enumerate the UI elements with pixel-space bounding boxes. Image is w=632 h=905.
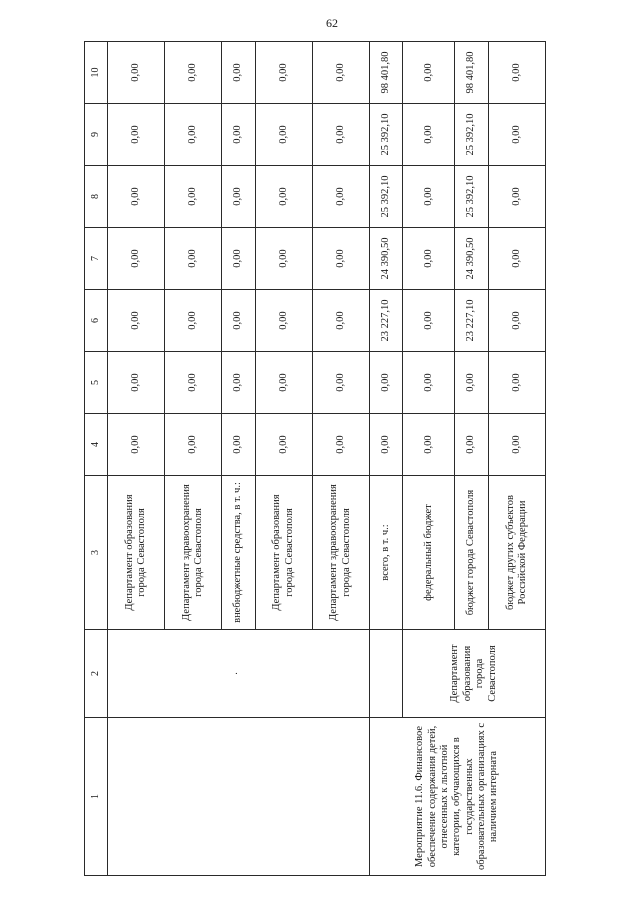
value-cell: 0,00 bbox=[222, 414, 255, 476]
header-row bbox=[85, 42, 108, 876]
value-cell: 25 392,10 bbox=[455, 104, 488, 166]
source-cell: Департамент образования города Севастополя bbox=[108, 476, 165, 630]
value-cell: 0,00 bbox=[165, 414, 222, 476]
value-cell: 0,00 bbox=[369, 414, 402, 476]
value-cell: 0,00 bbox=[312, 290, 369, 352]
value-cell: 0,00 bbox=[108, 228, 165, 290]
source-cell: бюджет других субъектов Российской Федерации bbox=[488, 476, 545, 630]
value-cell: 0,00 bbox=[165, 352, 222, 414]
value-cell: 0,00 bbox=[455, 352, 488, 414]
value-cell: 0,00 bbox=[108, 42, 165, 104]
value-cell: 0,00 bbox=[403, 42, 455, 104]
value-cell: 25 392,10 bbox=[369, 166, 402, 228]
value-cell: 0,00 bbox=[312, 42, 369, 104]
value-cell: 0,00 bbox=[403, 290, 455, 352]
value-cell: 0,00 bbox=[255, 290, 312, 352]
value-cell: 0,00 bbox=[222, 290, 255, 352]
rotated-table-frame bbox=[84, 42, 546, 876]
value-cell: 23 227,10 bbox=[369, 290, 402, 352]
value-cell: 0,00 bbox=[108, 290, 165, 352]
page-number: 62 bbox=[326, 16, 338, 30]
table-row bbox=[369, 42, 402, 876]
value-cell: 0,00 bbox=[403, 166, 455, 228]
empty-cell bbox=[108, 718, 370, 876]
empty-cell: · bbox=[108, 630, 370, 718]
value-cell: 0,00 bbox=[165, 228, 222, 290]
column-header: 5 bbox=[85, 352, 108, 414]
value-cell: 0,00 bbox=[488, 166, 545, 228]
value-cell: 0,00 bbox=[255, 104, 312, 166]
value-cell: 23 227,10 bbox=[455, 290, 488, 352]
source-cell: Департамент здравоохранения города Севастополя bbox=[165, 476, 222, 630]
value-cell: 25 392,10 bbox=[455, 166, 488, 228]
value-cell: 0,00 bbox=[108, 104, 165, 166]
source-cell: Департамент здравоохранения города Севастополя bbox=[312, 476, 369, 630]
table-container bbox=[84, 42, 546, 876]
value-cell: 0,00 bbox=[165, 290, 222, 352]
source-cell: всего, в т. ч.: bbox=[369, 476, 402, 630]
source-cell: федеральный бюджет bbox=[403, 476, 455, 630]
value-cell: 0,00 bbox=[488, 104, 545, 166]
value-cell: 0,00 bbox=[222, 166, 255, 228]
source-cell: внебюджетные средства, в т. ч.: bbox=[222, 476, 255, 630]
column-header: 1 bbox=[85, 718, 108, 876]
value-cell: 0,00 bbox=[108, 166, 165, 228]
column-header: 2 bbox=[85, 630, 108, 718]
value-cell: 0,00 bbox=[255, 166, 312, 228]
value-cell: 98 401,80 bbox=[455, 42, 488, 104]
value-cell: 0,00 bbox=[222, 42, 255, 104]
value-cell: 0,00 bbox=[403, 352, 455, 414]
value-cell: 0,00 bbox=[255, 352, 312, 414]
column-header: 4 bbox=[85, 414, 108, 476]
value-cell: 0,00 bbox=[222, 104, 255, 166]
value-cell: 0,00 bbox=[312, 352, 369, 414]
spacer-cell bbox=[369, 630, 402, 718]
value-cell: 0,00 bbox=[312, 104, 369, 166]
source-cell: бюджет города Севастополя bbox=[455, 476, 488, 630]
value-cell: 0,00 bbox=[165, 166, 222, 228]
value-cell: 25 392,10 bbox=[369, 104, 402, 166]
value-cell: 0,00 bbox=[222, 352, 255, 414]
table-row bbox=[108, 42, 165, 876]
column-header: 8 bbox=[85, 166, 108, 228]
value-cell: 0,00 bbox=[455, 414, 488, 476]
executor-cell: Департамент образования города Севастополя bbox=[403, 630, 546, 718]
value-cell: 0,00 bbox=[403, 228, 455, 290]
column-header: 10 bbox=[85, 42, 108, 104]
value-cell: 0,00 bbox=[312, 166, 369, 228]
value-cell: 98 401,80 bbox=[369, 42, 402, 104]
value-cell: 0,00 bbox=[312, 414, 369, 476]
value-cell: 0,00 bbox=[222, 228, 255, 290]
value-cell: 0,00 bbox=[403, 414, 455, 476]
value-cell: 24 390,50 bbox=[369, 228, 402, 290]
value-cell: 0,00 bbox=[488, 414, 545, 476]
value-cell: 0,00 bbox=[403, 104, 455, 166]
value-cell: 24 390,50 bbox=[455, 228, 488, 290]
value-cell: 0,00 bbox=[255, 228, 312, 290]
value-cell: 0,00 bbox=[488, 42, 545, 104]
value-cell: 0,00 bbox=[255, 42, 312, 104]
source-cell: Департамент образования города Севастополя bbox=[255, 476, 312, 630]
value-cell: 0,00 bbox=[488, 228, 545, 290]
value-cell: 0,00 bbox=[255, 414, 312, 476]
column-header: 7 bbox=[85, 228, 108, 290]
funding-table bbox=[84, 41, 546, 876]
value-cell: 0,00 bbox=[108, 414, 165, 476]
value-cell: 0,00 bbox=[165, 42, 222, 104]
column-header: 6 bbox=[85, 290, 108, 352]
value-cell: 0,00 bbox=[312, 228, 369, 290]
column-header: 9 bbox=[85, 104, 108, 166]
value-cell: 0,00 bbox=[165, 104, 222, 166]
value-cell: 0,00 bbox=[488, 290, 545, 352]
measure-name-cell: Мероприятие 11.6. Финансовое обеспечение содержания детей, отнесенных к льготной категории, обучающихся в государственных образовательных организациях с наличием интерната bbox=[369, 718, 545, 876]
value-cell: 0,00 bbox=[488, 352, 545, 414]
column-header: 3 bbox=[85, 476, 108, 630]
value-cell: 0,00 bbox=[369, 352, 402, 414]
value-cell: 0,00 bbox=[108, 352, 165, 414]
